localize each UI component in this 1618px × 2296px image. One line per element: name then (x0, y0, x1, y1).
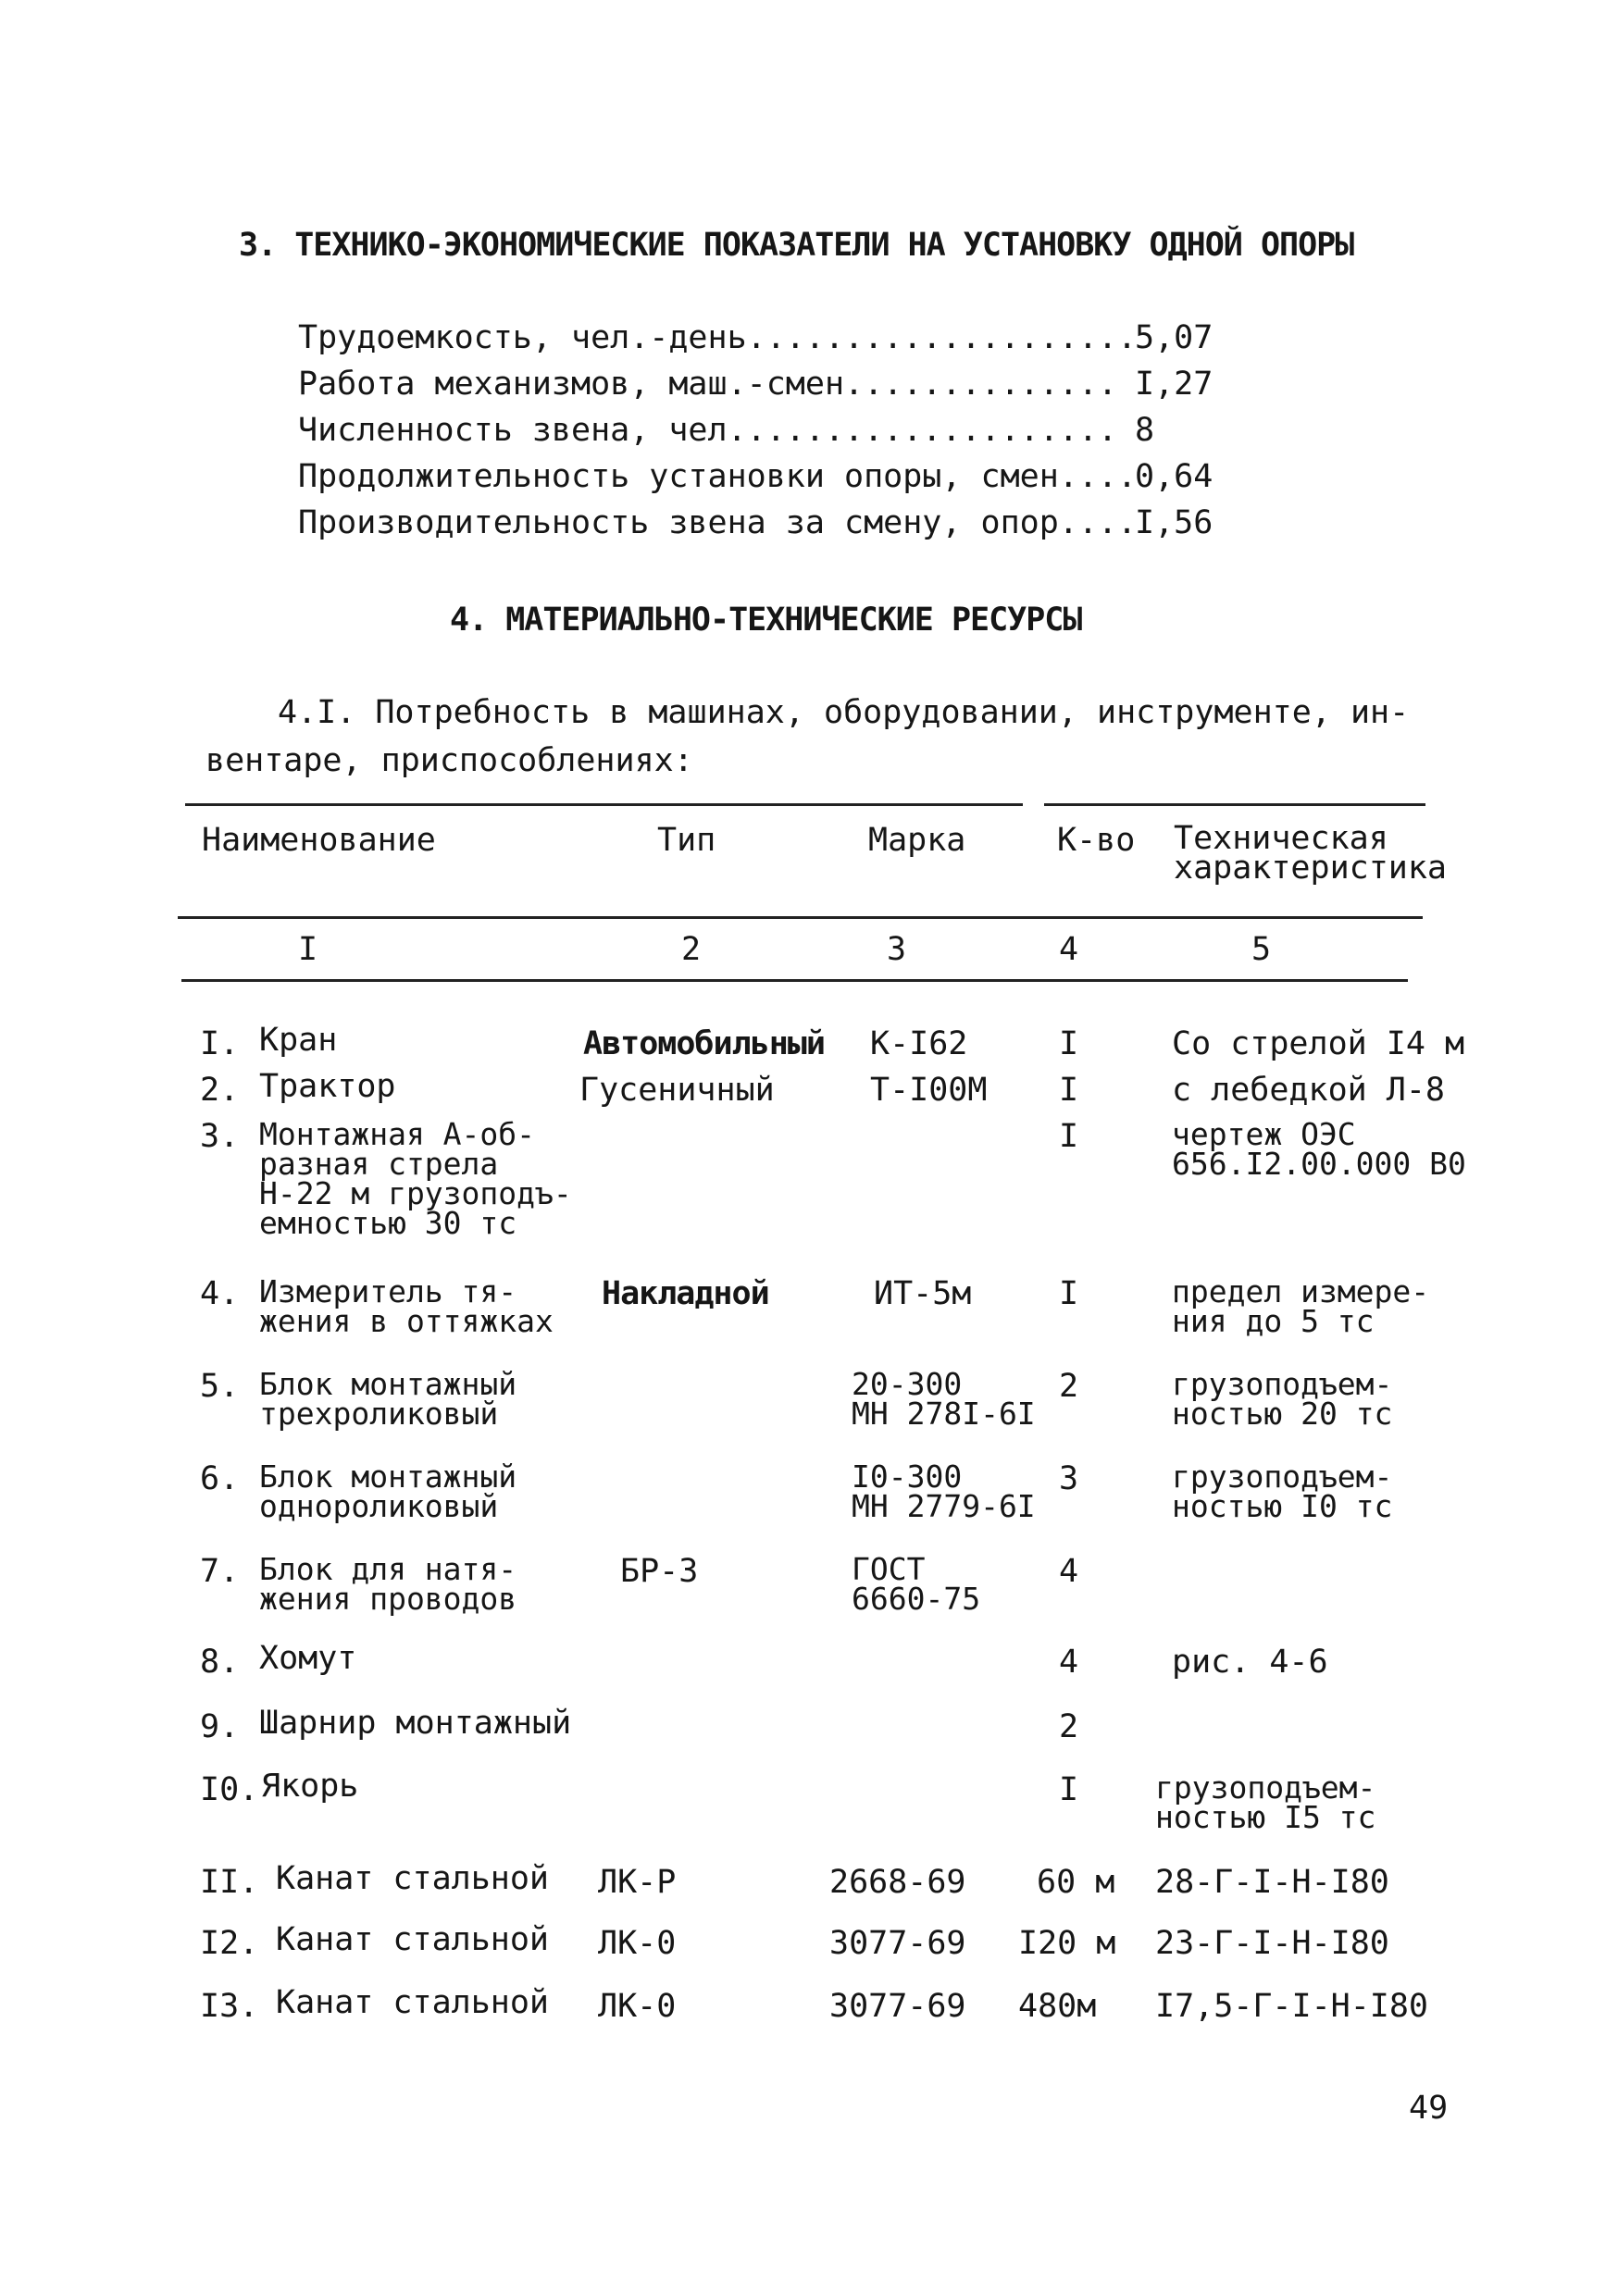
header-qty: К-во (1057, 822, 1136, 859)
subsection-text-line-2: вентаре, приспособлениях: (205, 742, 693, 779)
row-number: I2. (200, 1925, 259, 1962)
header-type: Тип (657, 822, 716, 859)
row-qty: 480м (1018, 1988, 1097, 2025)
row-qty: 3 (1059, 1460, 1079, 1497)
column-number: 2 (681, 931, 702, 968)
page-number: 49 (1409, 2090, 1449, 2127)
row-qty: 2 (1059, 1708, 1079, 1745)
column-number: I (298, 931, 318, 968)
row-type: Автомобильный (583, 1025, 825, 1062)
row-name: Блок монтажный однороликовый (259, 1458, 517, 1524)
row-brand: 20-300 МН 278I-6I (852, 1366, 1036, 1432)
row-name: Канат стальной (276, 1860, 550, 1897)
row-tech: с лебедкой Л-8 (1172, 1072, 1446, 1109)
row-name: Канат стальной (276, 1984, 550, 2021)
indicator-value: 8 (1135, 412, 1155, 449)
table-top-rule-right (1044, 803, 1425, 806)
row-brand: К-I62 (870, 1025, 968, 1062)
row-number: I0. (200, 1771, 259, 1808)
row-tech: I7,5-Г-I-Н-I80 (1155, 1988, 1429, 2025)
row-number: II. (200, 1864, 259, 1901)
row-name: Якорь (261, 1768, 359, 1805)
row-name: Монтажная А-об- разная стрела Н-22 м грузоподъ- емностью 30 тс (259, 1116, 572, 1241)
row-name: Измеритель тя- жения в оттяжках (259, 1273, 554, 1339)
header-tech: Техническая характеристика (1174, 820, 1448, 887)
row-type: Гусеничный (579, 1072, 775, 1109)
row-tech: 28-Г-I-Н-I80 (1155, 1864, 1389, 1901)
row-number: I. (200, 1025, 240, 1062)
indicator-label: Производительность звена за смену, опор.... (298, 504, 1138, 541)
row-number: 3. (200, 1118, 240, 1155)
row-qty: I (1059, 1275, 1079, 1312)
row-number: 9. (200, 1708, 240, 1745)
section-4-heading: 4. МАТЕРИАЛЬНО-ТЕХНИЧЕСКИЕ РЕСУРСЫ (450, 602, 1082, 639)
row-name: Хомут (259, 1640, 357, 1677)
row-number: 8. (200, 1644, 240, 1681)
row-type: ЛК-0 (598, 1925, 677, 1962)
row-brand: Т-I00М (870, 1072, 988, 1109)
row-name: Шарнир монтажный (259, 1705, 572, 1742)
indicator-label: Трудоемкость, чел.-день.................... (298, 319, 1138, 356)
column-number: 4 (1059, 931, 1079, 968)
row-type: ЛК-0 (598, 1988, 677, 2025)
row-tech: Со стрелой I4 м (1172, 1025, 1465, 1062)
table-top-rule-left (185, 803, 1023, 806)
subsection-text-line-1: 4.I. Потребность в машинах, оборудовании, инструменте, ин- (278, 694, 1410, 731)
row-name: Трактор (259, 1068, 396, 1105)
header-name: Наименование (202, 822, 436, 859)
indicator-value: I,27 (1135, 366, 1214, 403)
row-brand: 3077-69 (829, 1988, 966, 2025)
row-brand: ИТ-5м (874, 1275, 972, 1312)
indicator-label: Численность звена, чел.................... (298, 412, 1118, 449)
row-qty: 60 м (1037, 1864, 1115, 1901)
row-tech: грузоподъем- ностью I0 тс (1172, 1458, 1393, 1524)
row-brand: I0-300 МН 2779-6I (852, 1458, 1036, 1524)
section-3-heading: 3. ТЕХНИКО-ЭКОНОМИЧЕСКИЕ ПОКАЗАТЕЛИ НА УСТАНОВКУ ОДНОЙ ОПОРЫ (239, 227, 1354, 264)
row-qty: I (1059, 1072, 1079, 1109)
indicator-label: Работа механизмов, маш.-смен.............. (298, 366, 1118, 403)
header-brand: Марка (868, 822, 966, 859)
column-number: 3 (887, 931, 907, 968)
row-number: 6. (200, 1460, 240, 1497)
row-number: 5. (200, 1368, 240, 1405)
header-bottom-rule (178, 916, 1423, 919)
row-qty: I20 м (1018, 1925, 1116, 1962)
row-number: I3. (200, 1988, 259, 2025)
row-tech: рис. 4-6 (1172, 1644, 1328, 1681)
row-name: Блок для натя- жения проводов (259, 1551, 517, 1617)
row-number: 4. (200, 1275, 240, 1312)
row-number: 2. (200, 1072, 240, 1109)
row-qty: 2 (1059, 1368, 1079, 1405)
row-tech: грузоподъем- ностью I5 тс (1155, 1769, 1376, 1835)
row-qty: 4 (1059, 1644, 1079, 1681)
row-tech: предел измере- ния до 5 тс (1172, 1273, 1430, 1339)
row-tech: чертеж ОЭС 656.I2.00.000 В0 (1172, 1116, 1466, 1182)
indicator-value: 5,07 (1135, 319, 1214, 356)
row-type: ЛК-Р (598, 1864, 677, 1901)
row-brand: 3077-69 (829, 1925, 966, 1962)
row-name: Кран (259, 1022, 338, 1059)
row-type: Накладной (602, 1275, 769, 1312)
row-name: Канат стальной (276, 1921, 550, 1958)
row-qty: I (1059, 1118, 1079, 1155)
column-number: 5 (1251, 931, 1272, 968)
column-numbers-rule (181, 979, 1408, 982)
row-name: Блок монтажный трехроликовый (259, 1366, 517, 1432)
row-type: БР-3 (620, 1553, 699, 1590)
row-number: 7. (200, 1553, 240, 1590)
row-qty: 4 (1059, 1553, 1079, 1590)
indicator-value: I,56 (1135, 504, 1214, 541)
row-qty: I (1059, 1025, 1079, 1062)
row-qty: I (1059, 1771, 1079, 1808)
row-tech: 23-Г-I-Н-I80 (1155, 1925, 1389, 1962)
row-brand: 2668-69 (829, 1864, 966, 1901)
indicator-value: 0,64 (1135, 458, 1214, 495)
row-tech: грузоподъем- ностью 20 тс (1172, 1366, 1393, 1432)
indicator-label: Продолжительность установки опоры, смен.... (298, 458, 1138, 495)
row-brand: ГОСТ 6660-75 (852, 1551, 981, 1617)
